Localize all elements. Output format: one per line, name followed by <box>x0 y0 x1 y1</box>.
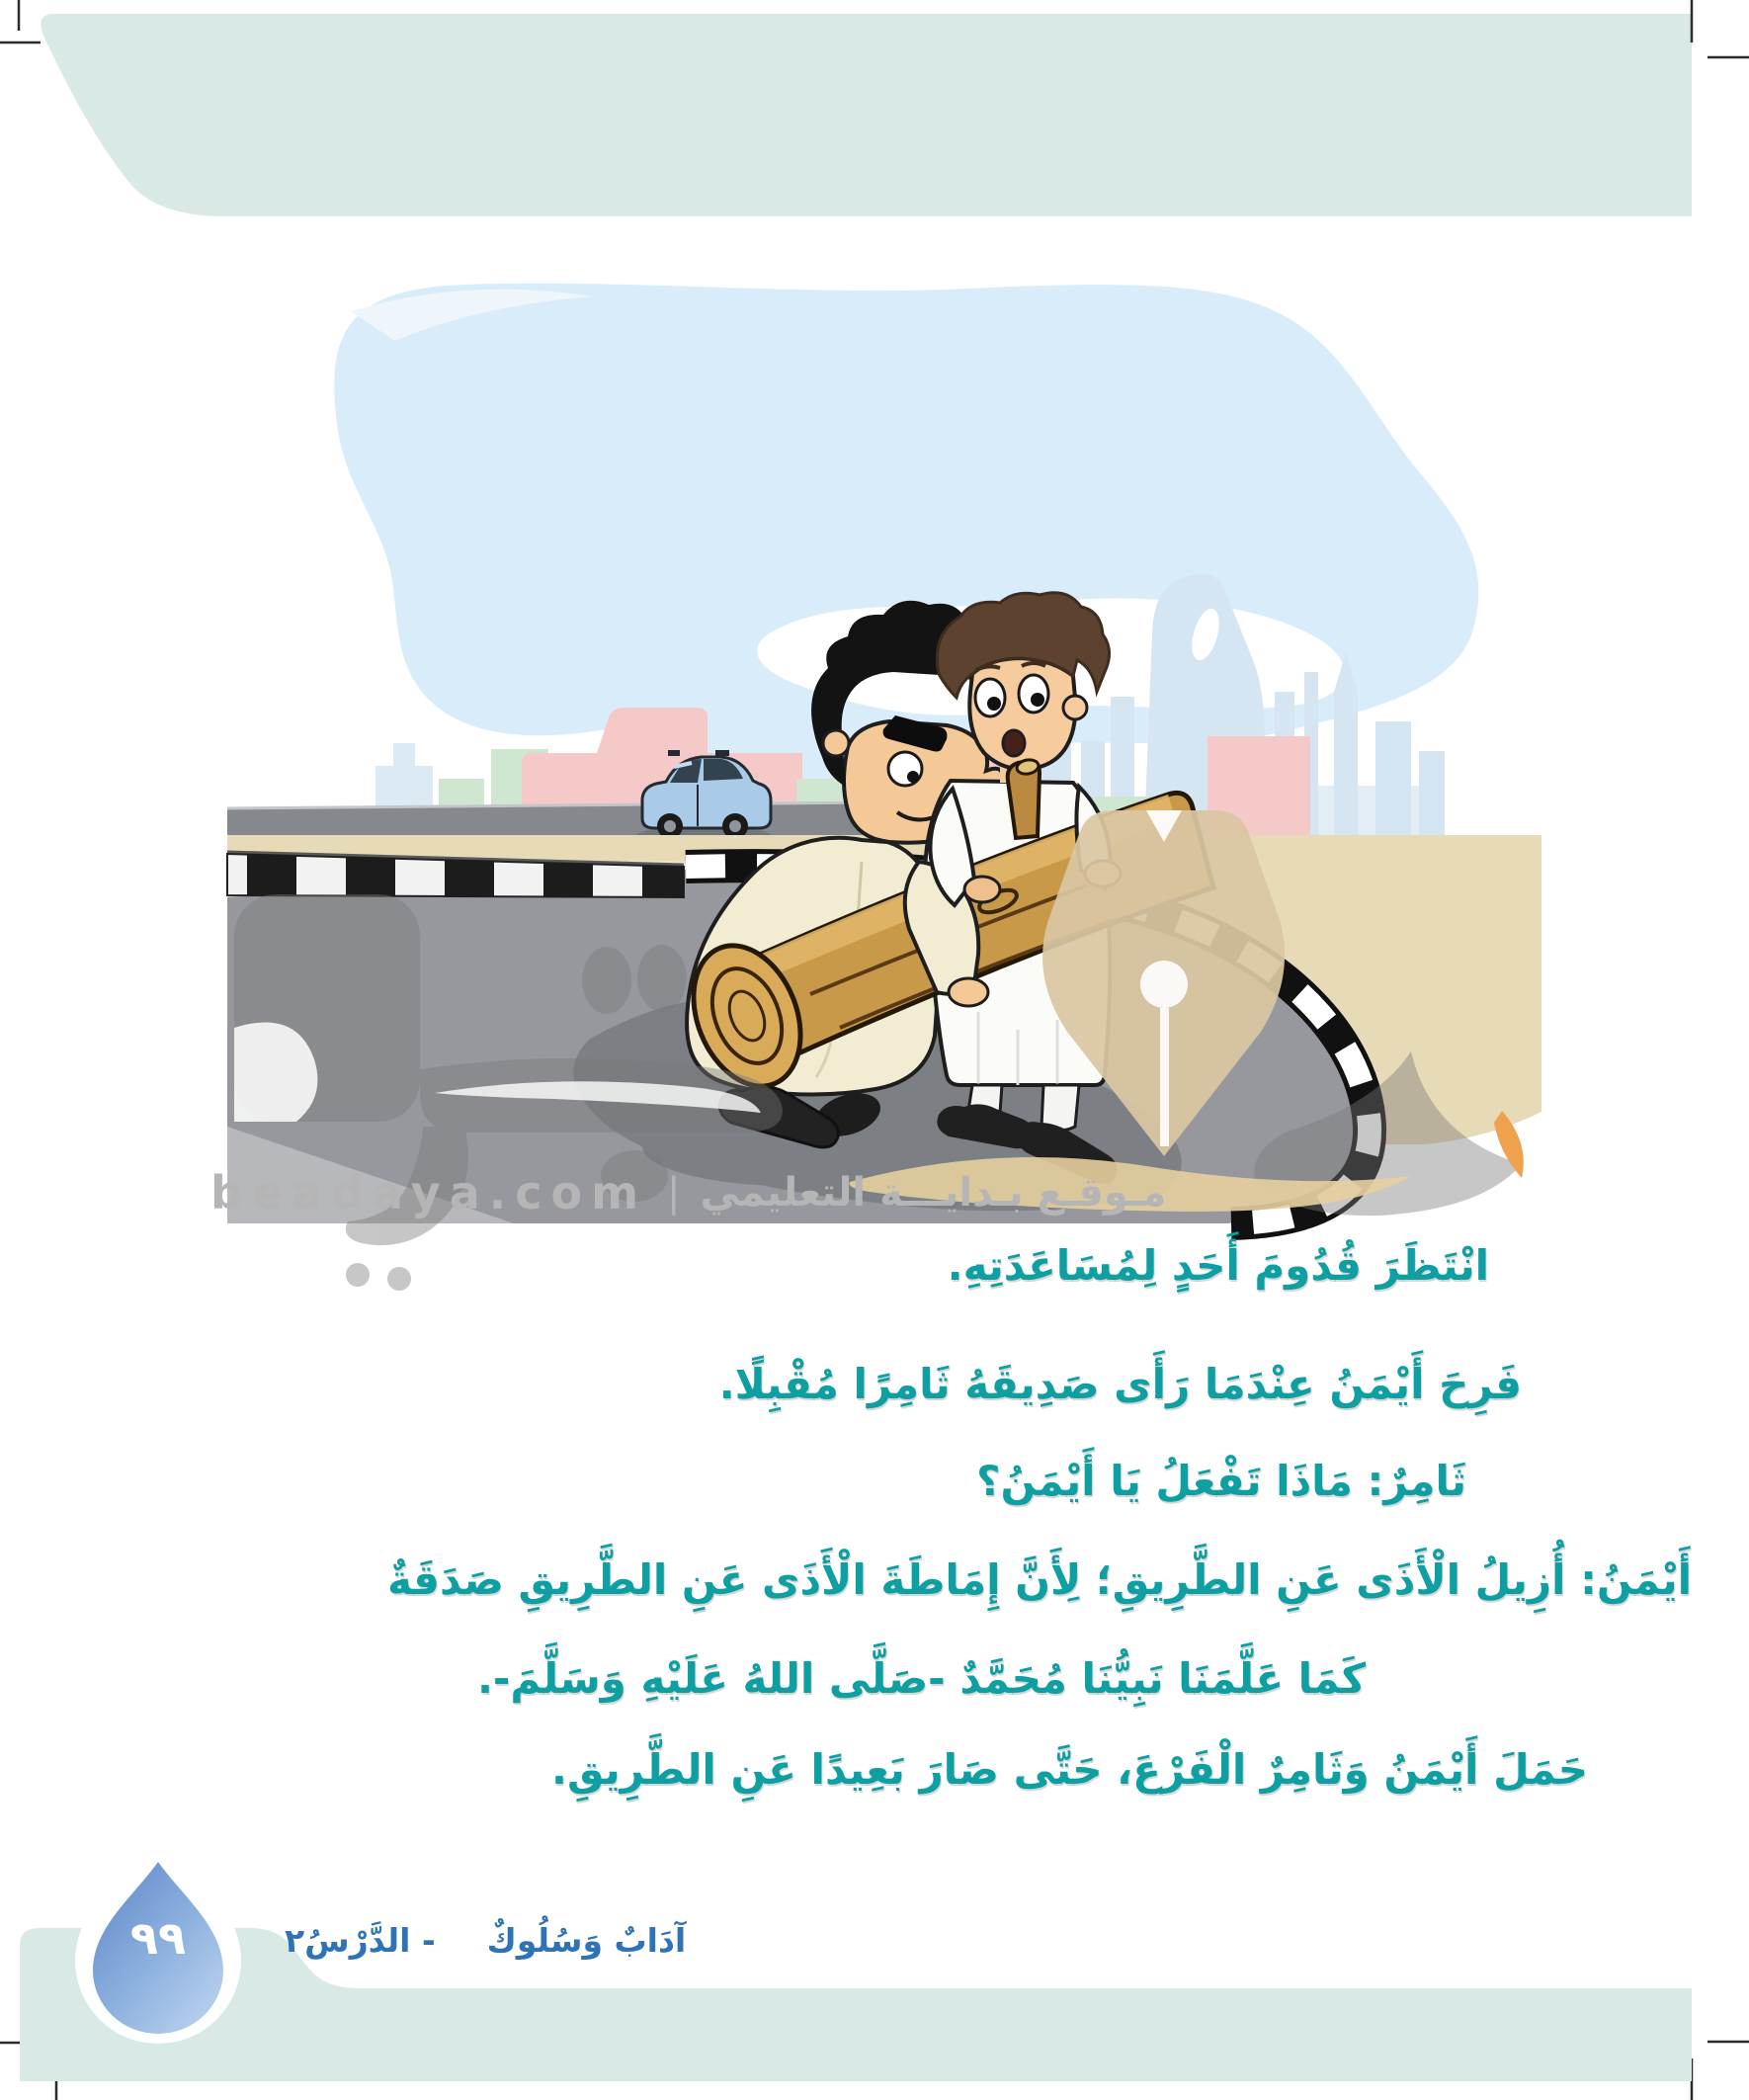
watermark-latin: beadaya.com <box>210 1166 648 1219</box>
footer-band <box>20 1928 1692 2081</box>
footer-label <box>285 1921 686 1960</box>
thamer-hand <box>964 877 1000 902</box>
footer-subject: آدَابٌ وَسُلُوكٌ <box>486 1921 687 1960</box>
pupil <box>907 771 919 783</box>
story-line-2: فَرِحَ أَيْمَنُ عِنْدَمَا رَأَى صَدِيقَهُ ثَامِرًا مُقْبِلًا. <box>718 1360 1522 1408</box>
ayman-hand <box>949 978 988 1006</box>
ear <box>823 730 849 756</box>
header-band <box>41 14 1692 216</box>
watermark-caption <box>210 1166 1166 1219</box>
ear <box>1063 696 1087 719</box>
page-number: ٩٩ <box>129 1911 187 1965</box>
watermark-divider: | <box>667 1170 681 1216</box>
footer-lesson: - الدَّرْسُ٢ <box>285 1921 436 1960</box>
pupil <box>987 697 1001 711</box>
story-line-4: أَيْمَنُ: أُزِيلُ الْأَذَى عَنِ الطَّرِيقِ؛ لِأَنَّ إِمَاطَةَ الْأَذَى عَنِ الطَّرِيقِ صَدَقَةٌ <box>387 1555 1692 1604</box>
story-line-6: حَمَلَ أَيْمَنُ وَثَامِرٌ الْفَرْعَ، حَتَّى صَارَ بَعِيدًا عَنِ الطَّرِيقِ. <box>551 1745 1588 1794</box>
eye <box>1019 675 1048 713</box>
story-line-5: كَمَا عَلَّمَنَا نَبِيُّنَا مُحَمَّدٌ -صَلَّى اللهُ عَلَيْهِ وَسَلَّمَ-. <box>476 1654 1366 1703</box>
story-line-3: ثَامِرٌ: مَاذَا تَفْعَلُ يَا أَيْمَنُ؟ <box>976 1457 1466 1505</box>
eye <box>975 679 1005 716</box>
watermark-arabic: مـوقـع بـدايـــة التعليمي <box>700 1170 1167 1216</box>
story-line-1: انْتَظَرَ قُدُومَ أَحَدٍ لِمُسَاعَدَتِهِ. <box>947 1241 1489 1290</box>
pupil <box>1031 693 1044 707</box>
mouth-open <box>1003 730 1025 756</box>
illustration <box>227 284 1541 1291</box>
